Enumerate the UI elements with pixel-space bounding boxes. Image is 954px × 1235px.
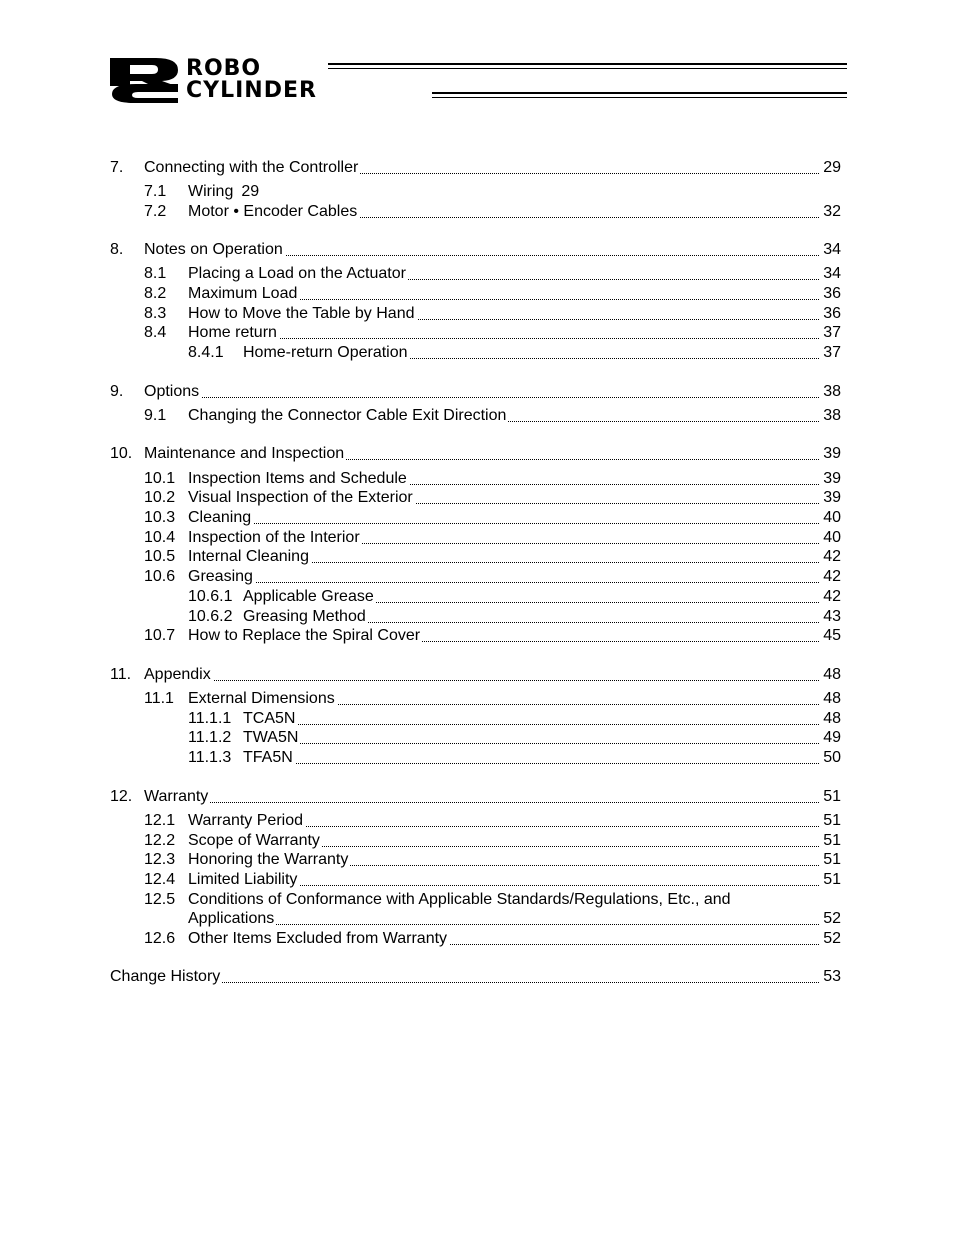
toc-entry-page: 45: [823, 627, 841, 644]
toc-entry-title: Connecting with the Controller: [144, 158, 819, 178]
toc-entry[interactable]: [0, 284, 954, 304]
rc-logo-icon: [108, 56, 183, 104]
toc-dot-leader: [144, 802, 819, 803]
toc-entry-page: 37: [823, 324, 841, 341]
toc-entry-title: Inspection of the Interior: [188, 528, 819, 548]
toc-entry-title: Greasing Method: [243, 607, 819, 627]
toc-entry-number: 8.: [110, 241, 124, 258]
toc-entry-number: 7.: [110, 159, 124, 176]
toc-entry-title: Change History: [110, 967, 819, 987]
toc-entry-page: 42: [823, 568, 841, 585]
toc-entry-page: 39: [823, 470, 841, 487]
toc-entry-title: Greasing: [188, 567, 819, 587]
toc-entry-title: TFA5N: [243, 748, 819, 768]
toc-entry-number: 12.1: [144, 812, 176, 829]
toc-entry[interactable]: [0, 850, 954, 870]
toc-entry[interactable]: [0, 323, 954, 343]
toc-entry-number: 12.: [110, 788, 133, 805]
toc-entry-number: 11.1.2: [188, 729, 232, 746]
toc-entry-page: 34: [823, 241, 841, 258]
toc-entry-number: 10.7: [144, 627, 176, 644]
toc-entry-page: 50: [823, 749, 841, 766]
toc-dot-leader: [144, 680, 819, 681]
header-rule-bottom: [432, 92, 847, 94]
toc-entry-number: 12.4: [144, 871, 176, 888]
toc-entry-title: How to Move the Table by Hand: [188, 304, 819, 324]
toc-entry-number: 9.: [110, 383, 124, 400]
toc-entry[interactable]: [0, 607, 954, 627]
toc-entry-page: 29: [241, 183, 260, 200]
toc-entry-page: 51: [823, 871, 841, 888]
toc-dot-leader: [188, 523, 819, 524]
toc-dot-leader: [144, 397, 819, 398]
toc-entry-title: Conditions of Conformance with Applicable Standards/Regulations, Etc., and: [188, 891, 731, 908]
toc-entry-page: 29: [823, 159, 841, 176]
toc-entry-page: 38: [823, 383, 841, 400]
toc-entry-number: 10.2: [144, 489, 176, 506]
toc-entry-title: Home return: [188, 323, 819, 343]
toc-entry-title: Warranty Period: [188, 811, 819, 831]
toc-entry-page: 49: [823, 729, 841, 746]
toc-entry-number: 8.2: [144, 285, 167, 302]
toc-entry[interactable]: [0, 382, 954, 402]
toc-entry[interactable]: [0, 831, 954, 851]
toc-entry-title: Scope of Warranty: [188, 831, 819, 851]
toc-entry-number: 7.1: [144, 183, 167, 200]
toc-entry-title: Applications: [188, 909, 819, 929]
toc-entry[interactable]: [0, 406, 954, 426]
toc-entry-title: Applicable Grease: [243, 587, 819, 607]
toc-entry-page: 51: [823, 788, 841, 805]
toc-entry[interactable]: [0, 748, 954, 768]
toc-entry-title: Visual Inspection of the Exterior: [188, 488, 819, 508]
toc-dot-leader: [188, 924, 819, 925]
toc-entry-title: External Dimensions: [188, 689, 819, 709]
toc-entry-title: Warranty: [144, 787, 819, 807]
toc-entry[interactable]: [0, 787, 954, 807]
logo-text-robo: ROBO: [186, 56, 262, 81]
toc-entry-number: 10.6: [144, 568, 176, 585]
toc-entry-page: 42: [823, 588, 841, 605]
toc-entry-number: 10.1: [144, 470, 176, 487]
toc-entry-number: 8.3: [144, 305, 167, 322]
toc-entry-title: Cleaning: [188, 508, 819, 528]
toc-entry-title: Other Items Excluded from Warranty: [188, 929, 819, 949]
toc-entry[interactable]: [0, 909, 954, 929]
toc-entry-title: Home-return Operation: [243, 343, 819, 363]
logo-text-cylinder: CYLINDER: [186, 78, 317, 103]
toc-entry-number: 10.4: [144, 529, 176, 546]
toc-entry-number: 10.6.2: [188, 608, 233, 625]
toc-entry-number: 12.3: [144, 851, 176, 868]
toc-entry-page: 36: [823, 305, 841, 322]
toc-entry[interactable]: [0, 626, 954, 646]
toc-entry[interactable]: [0, 264, 954, 284]
toc-entry-number: 11.1.3: [188, 749, 232, 766]
toc-entry-page: 53: [823, 968, 841, 985]
toc-entry-title: Appendix: [144, 665, 819, 685]
toc-entry-page: 48: [823, 666, 841, 683]
toc-entry-page: 38: [823, 407, 841, 424]
toc-entry[interactable]: [0, 547, 954, 567]
toc-entry-number: 10.5: [144, 548, 176, 565]
toc-entry-page: 42: [823, 548, 841, 565]
toc-entry-page: 43: [823, 608, 841, 625]
toc-entry-number: 8.4: [144, 324, 167, 341]
toc-entry-page: 37: [823, 344, 841, 361]
toc-entry[interactable]: [0, 967, 954, 987]
toc-entry-number: 10.6.1: [188, 588, 233, 605]
toc-entry-number: 8.1: [144, 265, 167, 282]
toc-entry-title: How to Replace the Spiral Cover: [188, 626, 819, 646]
toc-entry-title: Maintenance and Inspection: [144, 444, 819, 464]
toc-entry-page: 34: [823, 265, 841, 282]
toc-entry-title: Inspection Items and Schedule: [188, 469, 819, 489]
toc-entry-number: 11.1: [144, 690, 174, 707]
toc-entry-page: 36: [823, 285, 841, 302]
toc-entry[interactable]: [0, 689, 954, 709]
toc-entry[interactable]: [0, 709, 954, 729]
toc-entry[interactable]: [0, 508, 954, 528]
toc-entry[interactable]: [0, 587, 954, 607]
header-rule-bottom-thin: [432, 97, 847, 98]
toc-entry[interactable]: [0, 929, 954, 949]
toc-entry-title: Placing a Load on the Actuator: [188, 264, 819, 284]
toc-dot-leader: [243, 763, 819, 764]
toc-entry[interactable]: [0, 528, 954, 548]
header-rule-top: [328, 63, 847, 65]
toc-entry[interactable]: [0, 469, 954, 489]
toc-entry-number: 12.5: [144, 891, 176, 908]
toc-entry-number: 12.6: [144, 930, 176, 947]
toc-entry-page: 39: [823, 489, 841, 506]
toc-entry-number: 10.3: [144, 509, 176, 526]
toc-entry-page: 48: [823, 690, 841, 707]
toc-entry[interactable]: [0, 870, 954, 890]
toc-entry-title: Wiring 29: [188, 183, 260, 200]
toc-entry-title: Motor • Encoder Cables: [188, 202, 819, 222]
header-rule-top-thin: [328, 68, 847, 69]
toc-dot-leader: [188, 582, 819, 583]
toc-entry-page: 51: [823, 832, 841, 849]
toc-entry-page: 51: [823, 851, 841, 868]
toc-dot-leader: [188, 338, 819, 339]
toc-entry-page: 39: [823, 445, 841, 462]
toc-entry-title: Options: [144, 382, 819, 402]
toc-entry[interactable]: [0, 158, 954, 178]
toc-entry-page: 32: [823, 203, 841, 220]
toc-dot-leader: [243, 743, 819, 744]
toc-entry-title: TWA5N: [243, 728, 819, 748]
toc-entry[interactable]: [0, 488, 954, 508]
toc-entry-title: TCA5N: [243, 709, 819, 729]
toc-entry-number: 7.2: [144, 203, 167, 220]
toc-entry-title: Limited Liability: [188, 870, 819, 890]
toc-entry[interactable]: [0, 202, 954, 222]
toc-entry[interactable]: [0, 182, 954, 202]
toc-entry-page: 40: [823, 529, 841, 546]
toc-entry-title: Notes on Operation: [144, 240, 819, 260]
toc-entry-page: 40: [823, 509, 841, 526]
toc-entry-number: 9.1: [144, 407, 167, 424]
toc-entry-title: Internal Cleaning: [188, 547, 819, 567]
toc-entry[interactable]: [0, 304, 954, 324]
toc-entry-page: 52: [823, 930, 841, 947]
toc-entry-number: 12.2: [144, 832, 176, 849]
toc-entry[interactable]: [0, 567, 954, 587]
toc-entry-number: 8.4.1: [188, 344, 224, 361]
toc-entry[interactable]: [0, 444, 954, 464]
toc-entry[interactable]: [0, 343, 954, 363]
toc-entry[interactable]: [0, 811, 954, 831]
toc-entry-title: Honoring the Warranty: [188, 850, 819, 870]
toc-entry[interactable]: [0, 890, 954, 910]
toc-entry-title: Maximum Load: [188, 284, 819, 304]
toc-entry-page: 48: [823, 710, 841, 727]
toc-entry-page: 51: [823, 812, 841, 829]
toc-entry[interactable]: [0, 728, 954, 748]
toc-entry[interactable]: [0, 240, 954, 260]
toc-entry-number: 10.: [110, 445, 133, 462]
toc-entry[interactable]: [0, 665, 954, 685]
toc-entry-title: Changing the Connector Cable Exit Direction: [188, 406, 819, 426]
toc-entry-page: 52: [823, 910, 841, 927]
toc-entry-number: 11.: [110, 666, 132, 683]
toc-dot-leader: [243, 724, 819, 725]
toc-entry-number: 11.1.1: [188, 710, 232, 727]
